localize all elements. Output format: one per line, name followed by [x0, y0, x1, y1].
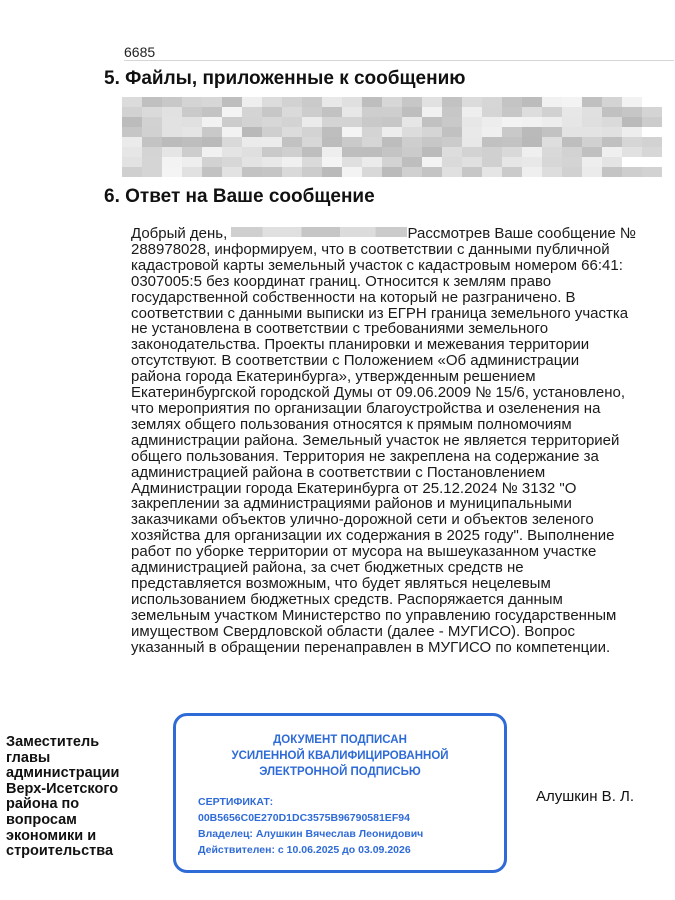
redaction-pixel [362, 137, 382, 147]
redaction-pixel [402, 157, 422, 167]
stamp-title: ДОКУМЕНТ ПОДПИСАН УСИЛЕННОЙ КВАЛИФИЦИРОВАННОЙ ЭЛЕКТРОННОЙ ПОДПИСЬЮ [231, 734, 449, 778]
redaction-pixel [522, 167, 542, 177]
redaction-pixel [222, 127, 242, 137]
redaction-pixel [302, 107, 322, 117]
redaction-pixel [442, 167, 462, 177]
redaction-pixel [602, 117, 622, 127]
redaction-pixel [282, 157, 302, 167]
redaction-pixel [582, 167, 602, 177]
redaction-pixel [442, 97, 462, 107]
redaction-pixel [322, 107, 342, 117]
redaction-pixel [402, 117, 422, 127]
redaction-pixel [642, 107, 662, 117]
redaction-pixel [382, 107, 402, 117]
redaction-pixel [602, 127, 622, 137]
redaction-pixel [182, 97, 202, 107]
redaction-pixel [222, 117, 242, 127]
redaction-pixel [242, 97, 262, 107]
redaction-pixel [462, 97, 482, 107]
redaction-pixel [522, 137, 542, 147]
redaction-pixel [362, 157, 382, 167]
redaction-pixel [142, 167, 162, 177]
redaction-pixel [462, 137, 482, 147]
redaction-pixel [562, 147, 582, 157]
redaction-pixel [182, 137, 202, 147]
redaction-pixel [282, 97, 302, 107]
redaction-pixel [322, 137, 342, 147]
redaction-pixel [422, 107, 442, 117]
redaction-pixel [182, 167, 202, 177]
redaction-pixel [262, 117, 282, 127]
redaction-pixel [542, 117, 562, 127]
redaction-pixel [582, 137, 602, 147]
redaction-pixel [482, 127, 502, 137]
redaction-pixel [482, 157, 502, 167]
redaction-pixel [502, 127, 522, 137]
redacted-name [231, 227, 407, 237]
stamp-validity: Действителен: с 10.06.2025 до 03.09.2026 [198, 844, 411, 856]
redaction-pixel [622, 147, 642, 157]
redaction-pixel [242, 147, 262, 157]
redaction-pixel [402, 167, 422, 177]
redaction-pixel [242, 117, 262, 127]
redaction-pixel [422, 147, 442, 157]
e-signature-stamp [173, 713, 507, 873]
redaction-pixel [342, 127, 362, 137]
redaction-pixel [422, 117, 442, 127]
redaction-pixel [322, 167, 342, 177]
redaction-pixel [282, 137, 302, 147]
redaction-pixel [382, 147, 402, 157]
redaction-pixel [302, 97, 322, 107]
redaction-pixel [462, 107, 482, 117]
redaction-pixel [422, 157, 442, 167]
redaction-pixel [562, 137, 582, 147]
header-divider [124, 60, 674, 61]
redaction-pixel [362, 97, 382, 107]
stamp-owner: Владелец: Алушкин Вячеслав Леонидович [198, 828, 424, 840]
reference-number: 6685 [124, 44, 156, 60]
stamp-details [198, 794, 423, 858]
redaction-pixel [502, 117, 522, 127]
redaction-pixel [262, 157, 282, 167]
redaction-pixel [122, 147, 142, 157]
redaction-pixel [562, 117, 582, 127]
redaction-pixel [442, 147, 462, 157]
redaction-pixel [262, 137, 282, 147]
answer-section-heading: 6. Ответ на Ваше сообщение [104, 186, 375, 207]
redaction-pixel [542, 147, 562, 157]
redaction-pixel [502, 97, 522, 107]
redaction-pixel [502, 137, 522, 147]
answer-text [131, 226, 671, 655]
redaction-pixel [122, 157, 142, 167]
redaction-pixel [322, 97, 342, 107]
redaction-pixel [122, 137, 142, 147]
redaction-pixel [562, 167, 582, 177]
redaction-pixel [242, 127, 262, 137]
redaction-pixel [382, 157, 402, 167]
redaction-pixel [222, 107, 242, 117]
redaction-pixel [122, 127, 142, 137]
redaction-pixel [322, 157, 342, 167]
redaction-pixel [142, 157, 162, 167]
redaction-pixel [542, 137, 562, 147]
redaction-pixel [602, 137, 622, 147]
redaction-pixel [302, 157, 322, 167]
redaction-pixel [162, 127, 182, 137]
redaction-pixel [202, 107, 222, 117]
redaction-pixel [442, 117, 462, 127]
redaction-pixel [502, 157, 522, 167]
redaction-pixel [322, 147, 342, 157]
redaction-pixel [302, 117, 322, 127]
redaction-pixel [602, 147, 622, 157]
redaction-pixel [202, 137, 222, 147]
redaction-pixel [522, 117, 542, 127]
answer-body: Рассмотрев Ваше сообщение № 288978028, информируем, что в соответствии с данными публичной кадастровой карты земельный участок с кадастровым номером 66:41: 0307005:5 без координат границ. Относится к землям право государственной собственности на который не разграничено. В соответствии с данными выписки из ЕГРН граница земельного участка не установлена в соответствии с требованиями земельного законодательства. Проекты планировки и межевания территории отсутствуют. В соответствии с Положением «Об администрации района города Екатеринбурга», утвержденным решением Екатеринбургской городской Думы от 09.06.2009 № 15/6, установлено, что мероприятия по организации благоустройства и озеленения на землях общего пользования относятся к прямым полномочиям администрации района. Земельный участок не является территорией общего пользования. Территория не закреплена на содержание за администрацией района в соответствии с Постановлением Администрации города Екатеринбурга от 25.12.2024 № 3132 "О закреплении за администрациями районов и муниципальными заказчиками объектов улично-дорожной сети и объектов зеленого хозяйства для организации их содержания в 2025 году". Выполнение работ по уборке территории от мусора на вышеуказанном участке администрацией района, за счет бюджетных средств не представляется возможным, что будет являться нецелевым использованием бюджетных средств. Распоряжается данным земельным участком Министерство по управлению государственным имуществом Свердловской области (далее - МУГИСО). Вопрос указанный в обращении перенаправлен в МУГИСО по компетенции. [131, 225, 636, 656]
redaction-pixel [122, 117, 142, 127]
redaction-pixel [582, 157, 602, 167]
redaction-pixel [282, 117, 302, 127]
redaction-pixel [162, 167, 182, 177]
redaction-pixel [482, 117, 502, 127]
redaction-pixel [442, 137, 462, 147]
redaction-pixel [142, 127, 162, 137]
redaction-pixel [422, 167, 442, 177]
redaction-pixel [122, 107, 142, 117]
redaction-pixel [222, 97, 242, 107]
redaction-pixel [502, 167, 522, 177]
redaction-pixel [162, 117, 182, 127]
redaction-pixel [162, 97, 182, 107]
stamp-certificate-number: 00B5656C0E270D1DC3575B96790581EF94 [198, 812, 410, 824]
redaction-pixel [642, 137, 662, 147]
redaction-pixel [562, 107, 582, 117]
redaction-pixel [202, 117, 222, 127]
redaction-pixel [162, 137, 182, 147]
redaction-pixel [202, 157, 222, 167]
redaction-pixel [362, 117, 382, 127]
redaction-pixel [382, 127, 402, 137]
redaction-pixel [302, 167, 322, 177]
redaction-pixel [582, 117, 602, 127]
redaction-pixel [402, 107, 422, 117]
redaction-pixel [302, 137, 322, 147]
redaction-pixel [422, 97, 442, 107]
redaction-pixel [142, 107, 162, 117]
redaction-pixel [202, 97, 222, 107]
redaction-pixel [462, 127, 482, 137]
redaction-pixel [182, 127, 202, 137]
redaction-pixel [482, 167, 502, 177]
redaction-pixel [422, 127, 442, 137]
redaction-pixel [342, 137, 362, 147]
redaction-pixel [602, 167, 622, 177]
redaction-pixel [302, 147, 322, 157]
redaction-pixel [442, 157, 462, 167]
signatory-name: Алушкин В. Л. [536, 788, 635, 805]
redaction-pixel [362, 167, 382, 177]
redaction-pixel [342, 147, 362, 157]
redaction-pixel [422, 137, 442, 147]
redaction-pixel [282, 107, 302, 117]
redaction-pixel [542, 107, 562, 117]
redaction-pixel [522, 147, 542, 157]
redaction-pixel [142, 97, 162, 107]
redaction-pixel [442, 107, 462, 117]
redaction-pixel [162, 147, 182, 157]
redaction-pixel [202, 167, 222, 177]
redaction-pixel [202, 147, 222, 157]
redaction-pixel [362, 147, 382, 157]
redaction-pixel [342, 117, 362, 127]
redaction-pixel [622, 137, 642, 147]
redaction-pixel [582, 107, 602, 117]
redaction-pixel [522, 127, 542, 137]
redaction-pixel [462, 117, 482, 127]
redaction-pixel [182, 107, 202, 117]
redaction-pixel [622, 107, 642, 117]
redaction-pixel [182, 157, 202, 167]
redaction-pixel [382, 117, 402, 127]
redaction-pixel [342, 167, 362, 177]
redaction-pixel [262, 167, 282, 177]
redaction-pixel [342, 97, 362, 107]
redaction-pixel [442, 127, 462, 137]
redaction-pixel [202, 127, 222, 137]
redaction-pixel [122, 97, 142, 107]
redaction-pixel [302, 127, 322, 137]
files-section-heading: 5. Файлы, приложенные к сообщению [104, 68, 466, 89]
redaction-pixel [242, 137, 262, 147]
redaction-pixel [342, 157, 362, 167]
redaction-pixel [142, 117, 162, 127]
redaction-pixel [242, 167, 262, 177]
redaction-pixel [502, 107, 522, 117]
redaction-pixel [242, 107, 262, 117]
stamp-certificate-label: СЕРТИФИКАТ: [198, 796, 274, 808]
redaction-pixel [322, 117, 342, 127]
redaction-pixel [262, 97, 282, 107]
redaction-pixel [222, 147, 242, 157]
redaction-pixel [482, 97, 502, 107]
redaction-pixel [542, 167, 562, 177]
redaction-pixel [602, 97, 622, 107]
redaction-pixel [602, 107, 622, 117]
attached-files-redacted [122, 97, 662, 177]
redaction-pixel [402, 127, 422, 137]
redaction-pixel [462, 157, 482, 167]
redaction-pixel [582, 147, 602, 157]
redaction-pixel [622, 127, 642, 137]
redaction-pixel [402, 147, 422, 157]
redaction-pixel [482, 147, 502, 157]
redaction-pixel [162, 107, 182, 117]
redaction-pixel [642, 167, 662, 177]
redaction-pixel [362, 107, 382, 117]
redaction-pixel [182, 117, 202, 127]
redaction-pixel [622, 167, 642, 177]
redaction-pixel [122, 167, 142, 177]
redaction-pixel [522, 97, 542, 107]
redaction-pixel [222, 167, 242, 177]
redaction-pixel [142, 137, 162, 147]
redaction-pixel [542, 97, 562, 107]
answer-greeting: Добрый день, [131, 225, 232, 242]
redaction-pixel [542, 157, 562, 167]
redaction-pixel [382, 167, 402, 177]
redaction-pixel [502, 147, 522, 157]
redaction-pixel [162, 157, 182, 167]
redaction-pixel [642, 117, 662, 127]
redaction-pixel [282, 127, 302, 137]
signatory-position: Заместитель главы администрации Верх-Исетского района по вопросам экономики и строительства [6, 734, 120, 860]
redaction-pixel [582, 97, 602, 107]
redaction-pixel [262, 127, 282, 137]
redaction-pixel [562, 127, 582, 137]
redaction-pixel [402, 137, 422, 147]
redaction-pixel [482, 107, 502, 117]
redaction-pixel [382, 137, 402, 147]
redaction-pixel [482, 137, 502, 147]
redaction-pixel [182, 147, 202, 157]
redaction-pixel [462, 147, 482, 157]
redaction-pixel [382, 97, 402, 107]
redaction-pixel [522, 157, 542, 167]
redaction-pixel [582, 127, 602, 137]
redaction-pixel [542, 127, 562, 137]
redaction-pixel [622, 117, 642, 127]
redaction-pixel [522, 107, 542, 117]
redaction-pixel [642, 147, 662, 157]
redaction-pixel [562, 157, 582, 167]
redaction-pixel [222, 157, 242, 167]
redaction-pixel [142, 147, 162, 157]
redaction-pixel [282, 147, 302, 157]
redaction-pixel [242, 157, 262, 167]
redaction-pixel [282, 167, 302, 177]
redaction-pixel [562, 97, 582, 107]
redaction-pixel [262, 147, 282, 157]
redaction-pixel [322, 127, 342, 137]
redaction-pixel [602, 157, 622, 167]
redaction-pixel [462, 167, 482, 177]
redaction-pixel [362, 127, 382, 137]
redaction-pixel [342, 107, 362, 117]
redaction-pixel [402, 97, 422, 107]
redaction-pixel [622, 97, 642, 107]
redaction-pixel [222, 137, 242, 147]
redaction-pixel [262, 107, 282, 117]
